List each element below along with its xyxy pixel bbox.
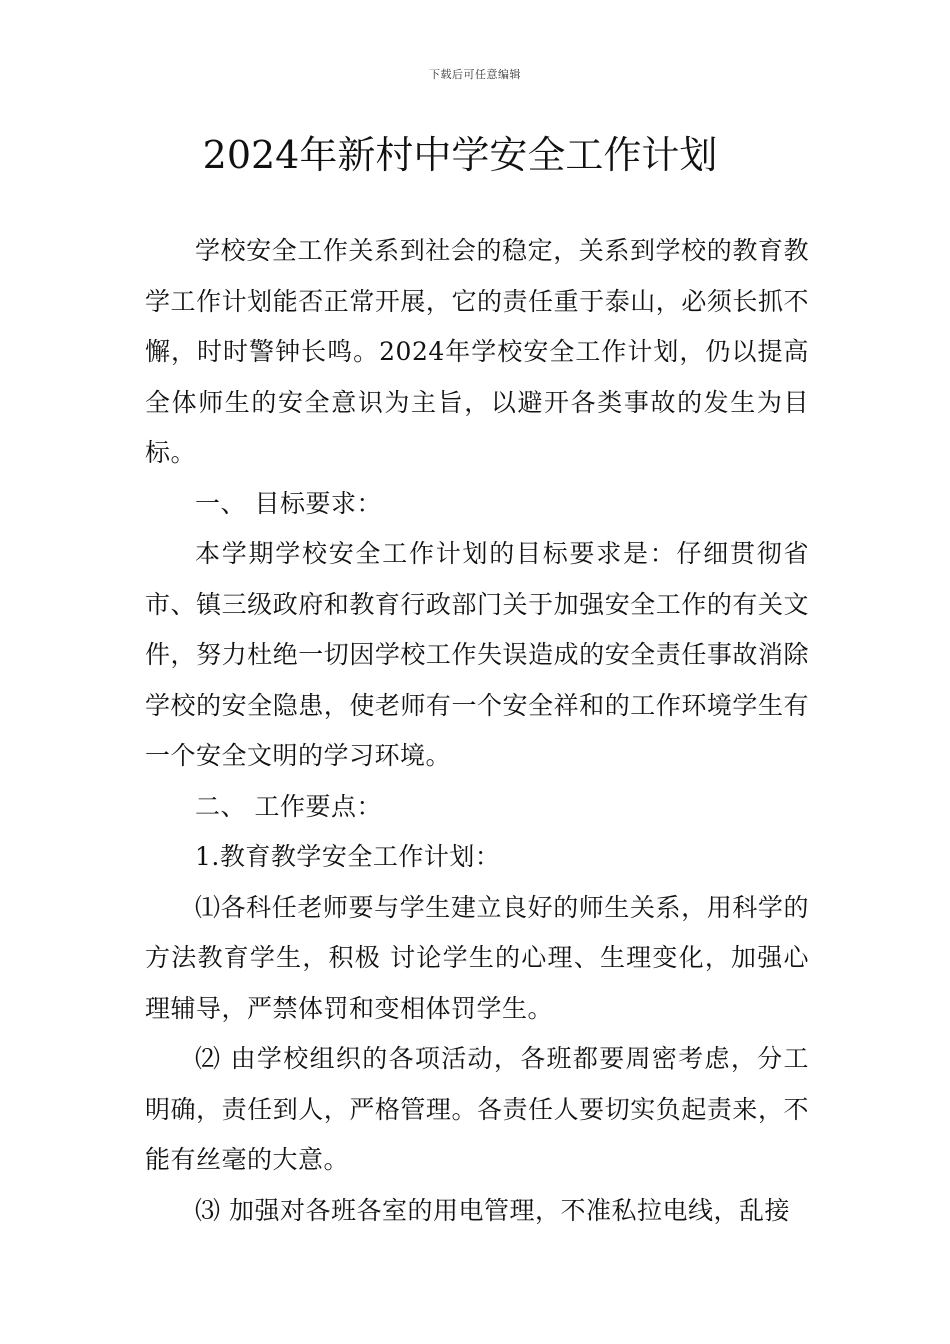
list-item-3: ⑶ 加强对各班各室的用电管理，不准私拉电线，乱接	[195, 1195, 790, 1225]
subsection-heading-teaching-safety: 1.教育教学安全工作计划：	[195, 842, 501, 871]
paragraph-intro: 学校安全工作关系到社会的稳定，关系到学校的教育教学工作计划能否正常开展，它的责任重于泰山，必须长抓不懈，时时警钟长鸣。2024年学校安全工作计划，仍以提高全体师生的安全意识为主旨，以避开各类事故的发生为目标。	[145, 236, 809, 467]
paragraph-goals: 本学期学校安全工作计划的目标要求是：仔细贯彻省市、镇三级政府和教育行政部门关于加强安全工作的有关文件，努力杜绝一切因学校工作失误造成的安全责任事故消除学校的安全隐患，使老师有一个安全祥和的工作环境学生有一个安全文明的学习环境。	[145, 539, 809, 770]
document-body	[145, 226, 809, 1236]
section-heading-key-points: 二、 工作要点：	[195, 791, 382, 821]
list-item-2: ⑵ 由学校组织的各项活动，各班都要周密考虑，分工明确，责任到人，严格管理。各责任人要切实负起责来，不能有丝毫的大意。	[145, 1044, 809, 1174]
section-heading-goals: 一、 目标要求：	[195, 488, 382, 518]
header-note: 下载后可任意编辑	[429, 68, 521, 81]
list-item-1: ⑴各科任老师要与学生建立良好的师生关系，用科学的方法教育学生，积极 讨论学生的心理、生理变化，加强心理辅导，严禁体罚和变相体罚学生。	[145, 892, 809, 1023]
document-title: 2024年新村中学安全工作计划	[202, 133, 718, 177]
